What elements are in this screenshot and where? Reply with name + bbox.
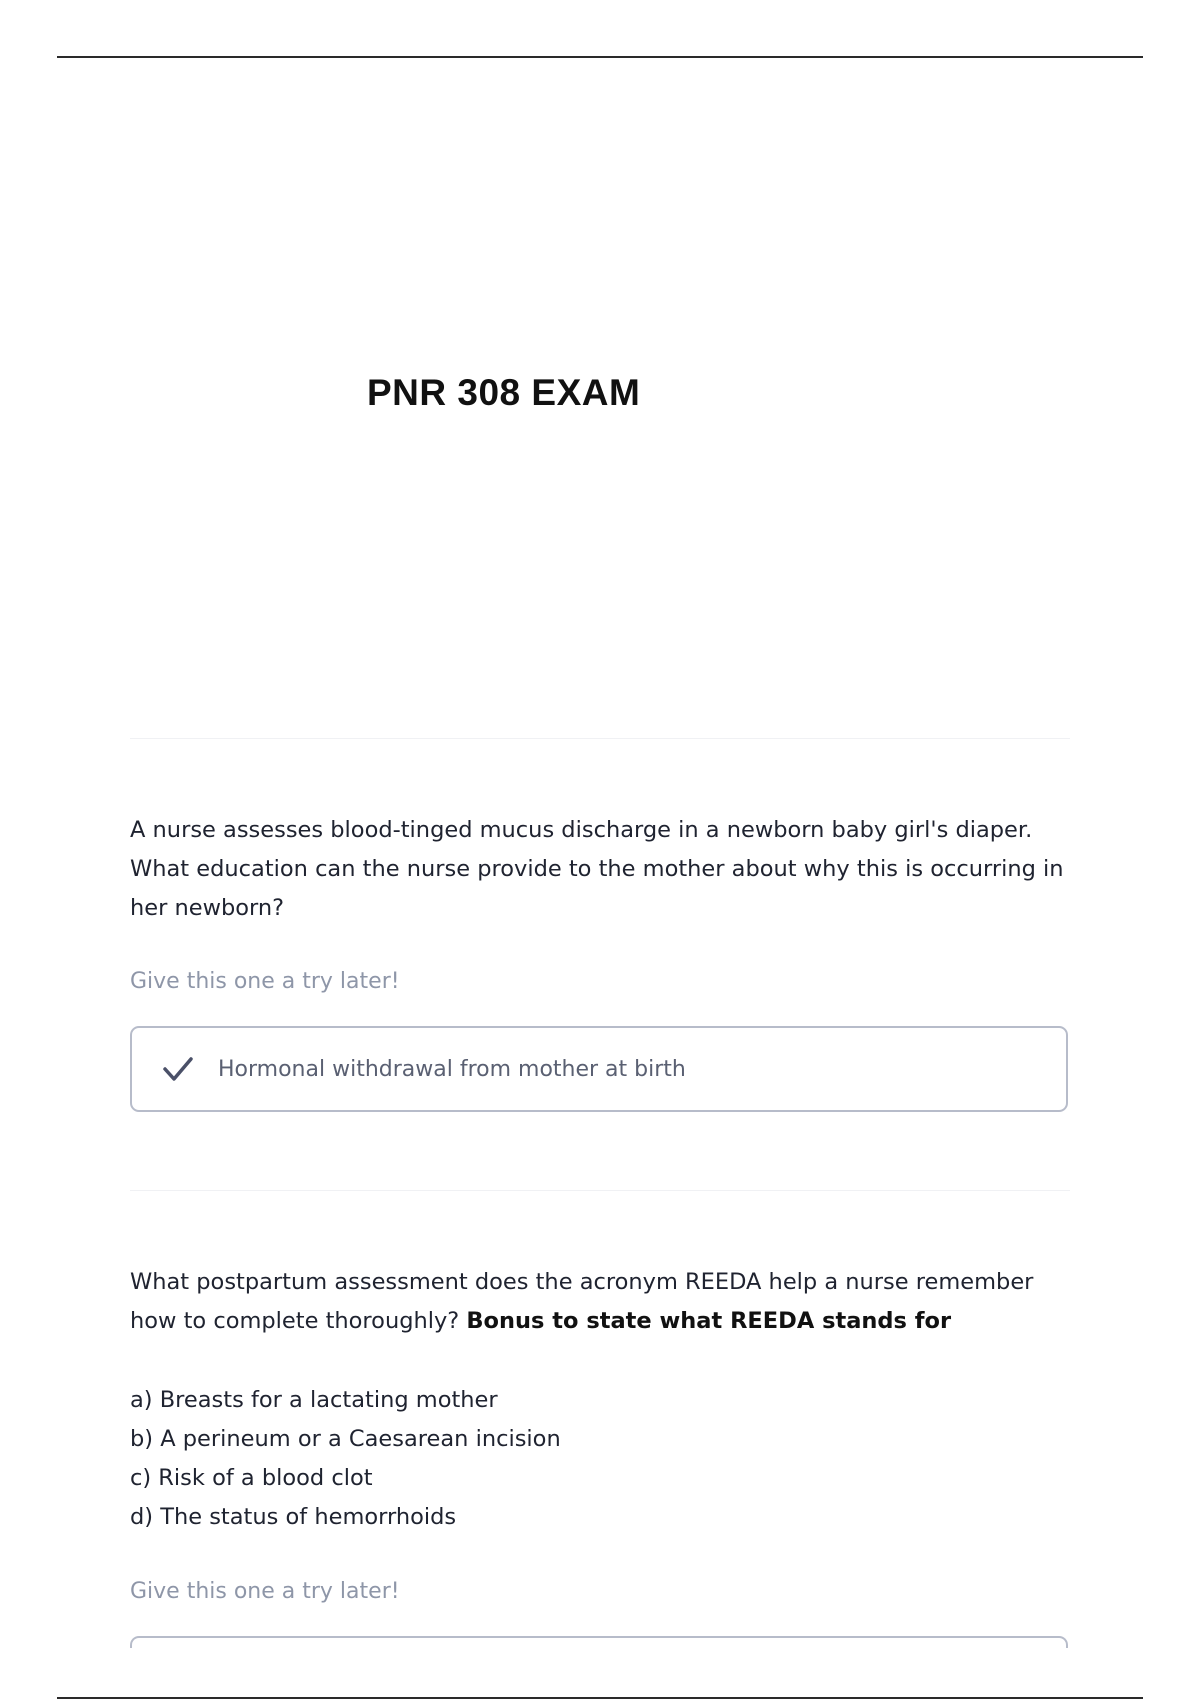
question-1-try-later: Give this one a try later! — [130, 969, 400, 994]
option-b: b) A perineum or a Caesarean incision — [130, 1426, 561, 1452]
question-2-try-later: Give this one a try later! — [130, 1579, 400, 1604]
question-1-text: A nurse assesses blood-tinged mucus discharge in a newborn baby girl's diaper. What education can the nurse provide to the mother about why this is occurring in her newborn? — [130, 817, 1064, 921]
question-2-prompt: What postpartum assessment does the acronym REEDA help a nurse remember how to complete thoroughly? — [130, 1269, 1034, 1334]
option-a: a) Breasts for a lactating mother — [130, 1387, 498, 1413]
page-bottom-rule — [57, 1697, 1143, 1699]
checkmark-icon — [160, 1051, 196, 1087]
option-c: c) Risk of a blood clot — [130, 1465, 373, 1491]
exam-title: PNR 308 EXAM — [367, 372, 641, 413]
question-1-answer-text: Hormonal withdrawal from mother at birth — [218, 1056, 686, 1082]
question-2-text — [130, 1263, 1080, 1341]
page-top-rule — [57, 56, 1143, 58]
option-d: d) The status of hemorrhoids — [130, 1504, 457, 1530]
question-2-bonus: Bonus to state what REEDA stands for — [466, 1308, 952, 1334]
question-1-answer-card[interactable] — [130, 1026, 1068, 1112]
section-divider — [130, 738, 1070, 739]
question-2-options — [130, 1381, 561, 1537]
section-divider — [130, 1190, 1070, 1191]
question-2-answer-card[interactable] — [130, 1636, 1068, 1648]
